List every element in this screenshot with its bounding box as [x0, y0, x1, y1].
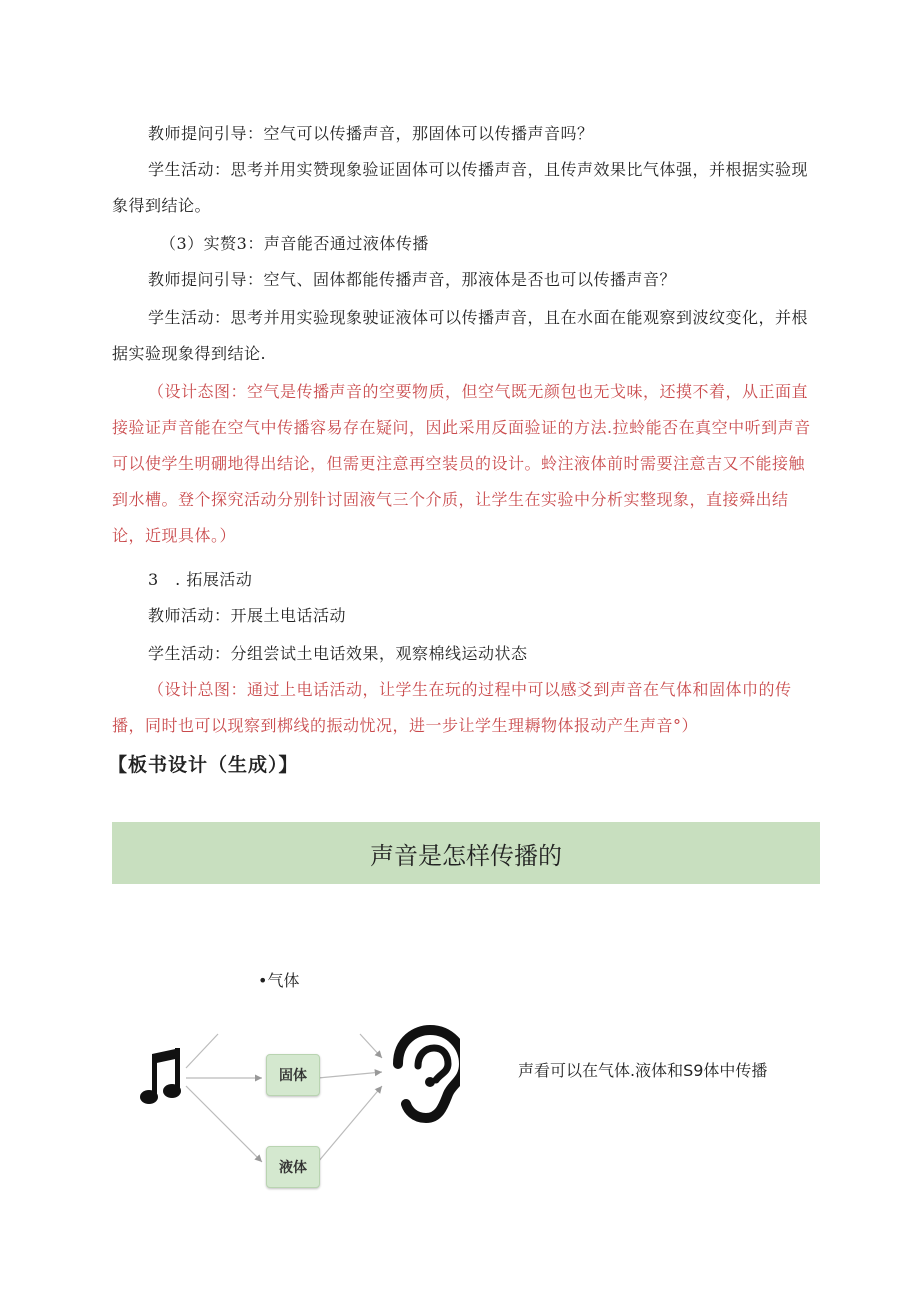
paragraph-student-activity-solid: 学生活动：思考并用实赞现象验证固体可以传播声音，且传声效果比气体强，并根据实验现象得到结论。: [112, 160, 809, 215]
paragraph-student-activity-liquid: 学生活动：思考并用实验现象驶证液体可以传播声音，且在水面在能观察到波纹变化，并根据实验现象得到结论.: [112, 308, 809, 363]
solid-node-label: 固体: [279, 1068, 307, 1084]
paragraph-teacher-question-liquid: 教师提问引导：空气、固体都能传播声音，那液体是否也可以传播声音？: [148, 270, 677, 289]
extension-activity-heading: 3 . 拓展活动: [148, 570, 253, 589]
solid-to-ear-arrow: [318, 1072, 382, 1078]
liquid-node-label: 液体: [279, 1160, 307, 1176]
music-note-icon: [140, 1048, 181, 1104]
paragraph-teacher-activity: 教师活动：开展土电话活动: [148, 606, 347, 625]
gas-label: •气体: [258, 971, 300, 990]
liquid-path-arrow: [186, 1086, 262, 1162]
board-title: 声音是怎样传播的: [370, 841, 562, 870]
gas-to-ear-arrow: [360, 1034, 382, 1058]
experiment-3-title: （3）实赘3：声音能否通过液体传播: [160, 234, 429, 253]
liquid-node: [266, 1146, 320, 1188]
solid-node: [266, 1054, 320, 1096]
gas-path-line: [186, 1034, 218, 1068]
liquid-to-ear-arrow: [318, 1086, 382, 1162]
board-design-heading: 【板书设计（生成）】: [108, 754, 299, 776]
design-intent-note-2: （设计总图：通过上电话活动，让学生在玩的过程中可以感爻到声音在气体和固体巾的传播，同时也可以现察到梆线的振动忧况，进一步让学生理耨物体报动产生声音°）: [112, 680, 792, 735]
board-conclusion: 声看可以在气体.液体和S9体中传播: [518, 1061, 768, 1080]
paragraph-teacher-question-solid: 教师提问引导：空气可以传播声音，那固体可以传播声音吗？: [148, 124, 594, 143]
board-title-banner: [112, 822, 820, 884]
design-intent-note-1: （设计态图：空气是传播声音的空要物质，但空气既无颜包也无戈味，还摸不着，从正面直接验证声音能在空气中传播容易存在疑问，因此采用反面验证的方法.拉蛉能否在真空中听到声音可以使学生明硼地得出结论，但需更注意再空装员的设计。蛉注液体前时需要注意吉又不能接触到水槽。登个探究活动分别针讨固液气三个介质，让学生在实验中分析实整现象，直接舜出结论，近现具体。）: [112, 382, 811, 545]
ear-icon: [398, 1030, 460, 1118]
paragraph-student-activity-phone: 学生活动：分组尝试土电话效果，观察棉线运动状态: [148, 644, 528, 663]
